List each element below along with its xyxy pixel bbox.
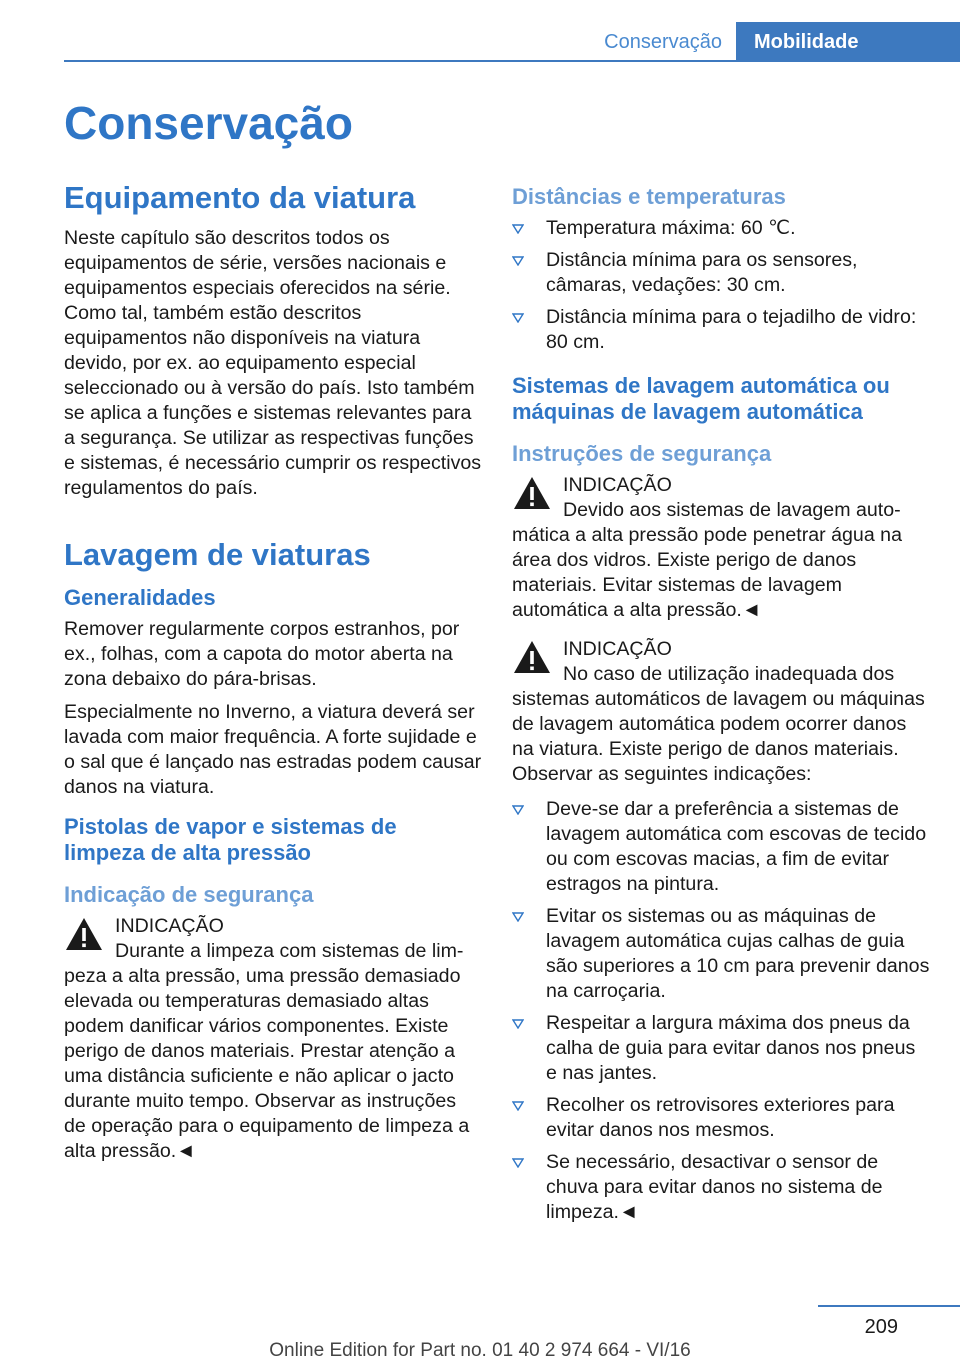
left-column bbox=[64, 178, 482, 1174]
paragraph-generalidades-2: Especialmente no Inverno, a viatura deverá ser lavada com maior frequência. A forte sujidade e o sal que é lançado nas estradas podem causar danos na viatura. bbox=[64, 701, 482, 798]
list-item bbox=[512, 1150, 930, 1225]
list-item bbox=[512, 904, 930, 1004]
right-column bbox=[512, 184, 930, 1232]
bullet-triangle-icon bbox=[512, 805, 524, 815]
heading-generalidades: Generalidades bbox=[64, 585, 216, 610]
header-section-mobilidade: Mobilidade bbox=[736, 22, 960, 62]
list-item-text: Distância mínima para o tejadilho de vidro: 80 cm. bbox=[546, 306, 917, 353]
list-item-text: Se necessário, desactivar o sensor de chuva para evitar danos no sistema de limpeza.◄ bbox=[546, 1151, 883, 1223]
heading-pistolas: Pistolas de vapor e sistemas de limpeza de alta pressão bbox=[64, 814, 397, 865]
bullet-triangle-icon bbox=[512, 224, 524, 234]
warning-triangle-icon bbox=[512, 475, 552, 511]
heading-equipamento: Equipamento da viatura bbox=[64, 180, 416, 215]
list-item-text: Evitar os sistemas ou as máquinas de lavagem automática cujas calhas de guia são superiores a 10 cm para prevenir danos na carroçaria. bbox=[546, 905, 930, 1002]
heading-sistemas-lavagem: Sistemas de lavagem automática ou máquinas de lavagem automática bbox=[512, 373, 890, 424]
bullet-triangle-icon bbox=[512, 912, 524, 922]
list-item bbox=[512, 1011, 930, 1086]
warning-note bbox=[512, 637, 930, 787]
heading-indicacao-seguranca: Indicação de segurança bbox=[64, 882, 314, 907]
note-text: peza a alta pressão, uma pressão demasiado elevada ou temperaturas demasiado altas podem danificar vários componentes. Existe perigo de danos materiais. Prestar atenção a uma distância suficiente e não aplicar o jacto durante muito tempo. Observar as instruções de operação para o equipamento de limpeza a alta pressão.◄ bbox=[64, 965, 470, 1162]
note-text-first-line: Devido aos sistemas de lavagem auto- bbox=[563, 499, 901, 521]
list-item bbox=[512, 216, 930, 241]
distances-list bbox=[512, 216, 930, 355]
note-text: sistemas automáticos de lavagem ou máquinas de lavagem automática podem ocorrer danos na viatura. Existe perigo de danos materiais. Observar as seguintes indicações: bbox=[512, 688, 925, 785]
header-section-conservacao: Conservação bbox=[604, 31, 722, 53]
bullet-triangle-icon bbox=[512, 256, 524, 266]
list-item bbox=[512, 797, 930, 897]
edition-footer: Online Edition for Part no. 01 40 2 974 664 - VI/16 bbox=[269, 1340, 691, 1361]
note-text: mática a alta pressão pode penetrar água na área dos vidros. Existe perigo de danos materiais. Evitar sistemas de lavagem automática a alta pressão.◄ bbox=[512, 524, 902, 621]
list-item-text: Distância mínima para os sensores, câmaras, vedações: 30 cm. bbox=[546, 249, 858, 296]
paragraph-generalidades-1: Remover regularmente corpos estranhos, por ex., folhas, com a capota do motor aberta na zona debaixo do pára-brisas. bbox=[64, 618, 460, 690]
list-item-text: Respeitar a largura máxima dos pneus da calha de guia para evitar danos nos pneus e nas jantes. bbox=[546, 1012, 916, 1084]
bullet-triangle-icon bbox=[512, 1019, 524, 1029]
note-label: INDICAÇÃO bbox=[115, 915, 224, 937]
list-item bbox=[512, 305, 930, 355]
instructions-list bbox=[512, 797, 930, 1225]
warning-note bbox=[64, 914, 482, 1164]
heading-instrucoes-seguranca: Instruções de segurança bbox=[512, 441, 772, 466]
heading-lavagem: Lavagem de viaturas bbox=[64, 537, 371, 572]
chapter-title: Conservação bbox=[64, 97, 353, 149]
warning-note bbox=[512, 473, 930, 623]
warning-triangle-icon bbox=[64, 916, 104, 952]
note-text-first-line: Durante a limpeza com sistemas de lim- bbox=[115, 940, 464, 962]
bullet-triangle-icon bbox=[512, 1158, 524, 1168]
list-item-text: Deve-se dar a preferência a sistemas de lavagem automática com escovas de tecido ou com escovas macias, a fim de evitar estragos na pintura. bbox=[546, 798, 927, 895]
note-label: INDICAÇÃO bbox=[563, 638, 672, 660]
page-header bbox=[64, 22, 960, 62]
heading-distancias: Distâncias e temperaturas bbox=[512, 184, 786, 209]
list-item bbox=[512, 1093, 930, 1143]
list-item-text: Temperatura máxima: 60 ℃. bbox=[546, 217, 796, 239]
paragraph-equipamento: Neste capítulo são descritos todos os equipamentos de série, versões nacionais e equipamentos especiais oferecidos na série. Como tal, também estão descritos equipamentos não disponíveis na viatura devido, por ex. ao equipamento especial seleccionado ou à versão do país. Isto também se aplica a funções e sistemas relevantes para a segurança. Se utilizar as respectivas funções e sistemas, é necessário cumprir os respectivos regulamentos do país. bbox=[64, 227, 482, 499]
list-item bbox=[512, 248, 930, 298]
bullet-triangle-icon bbox=[512, 313, 524, 323]
warning-triangle-icon bbox=[512, 639, 552, 675]
footer-rule bbox=[818, 1305, 960, 1307]
list-item-text: Recolher os retrovisores exteriores para evitar danos nos mesmos. bbox=[546, 1094, 895, 1141]
note-label: INDICAÇÃO bbox=[563, 474, 672, 496]
note-text-first-line: No caso de utilização inadequada dos bbox=[563, 663, 895, 685]
bullet-triangle-icon bbox=[512, 1101, 524, 1111]
page-number: 209 bbox=[864, 1316, 898, 1338]
